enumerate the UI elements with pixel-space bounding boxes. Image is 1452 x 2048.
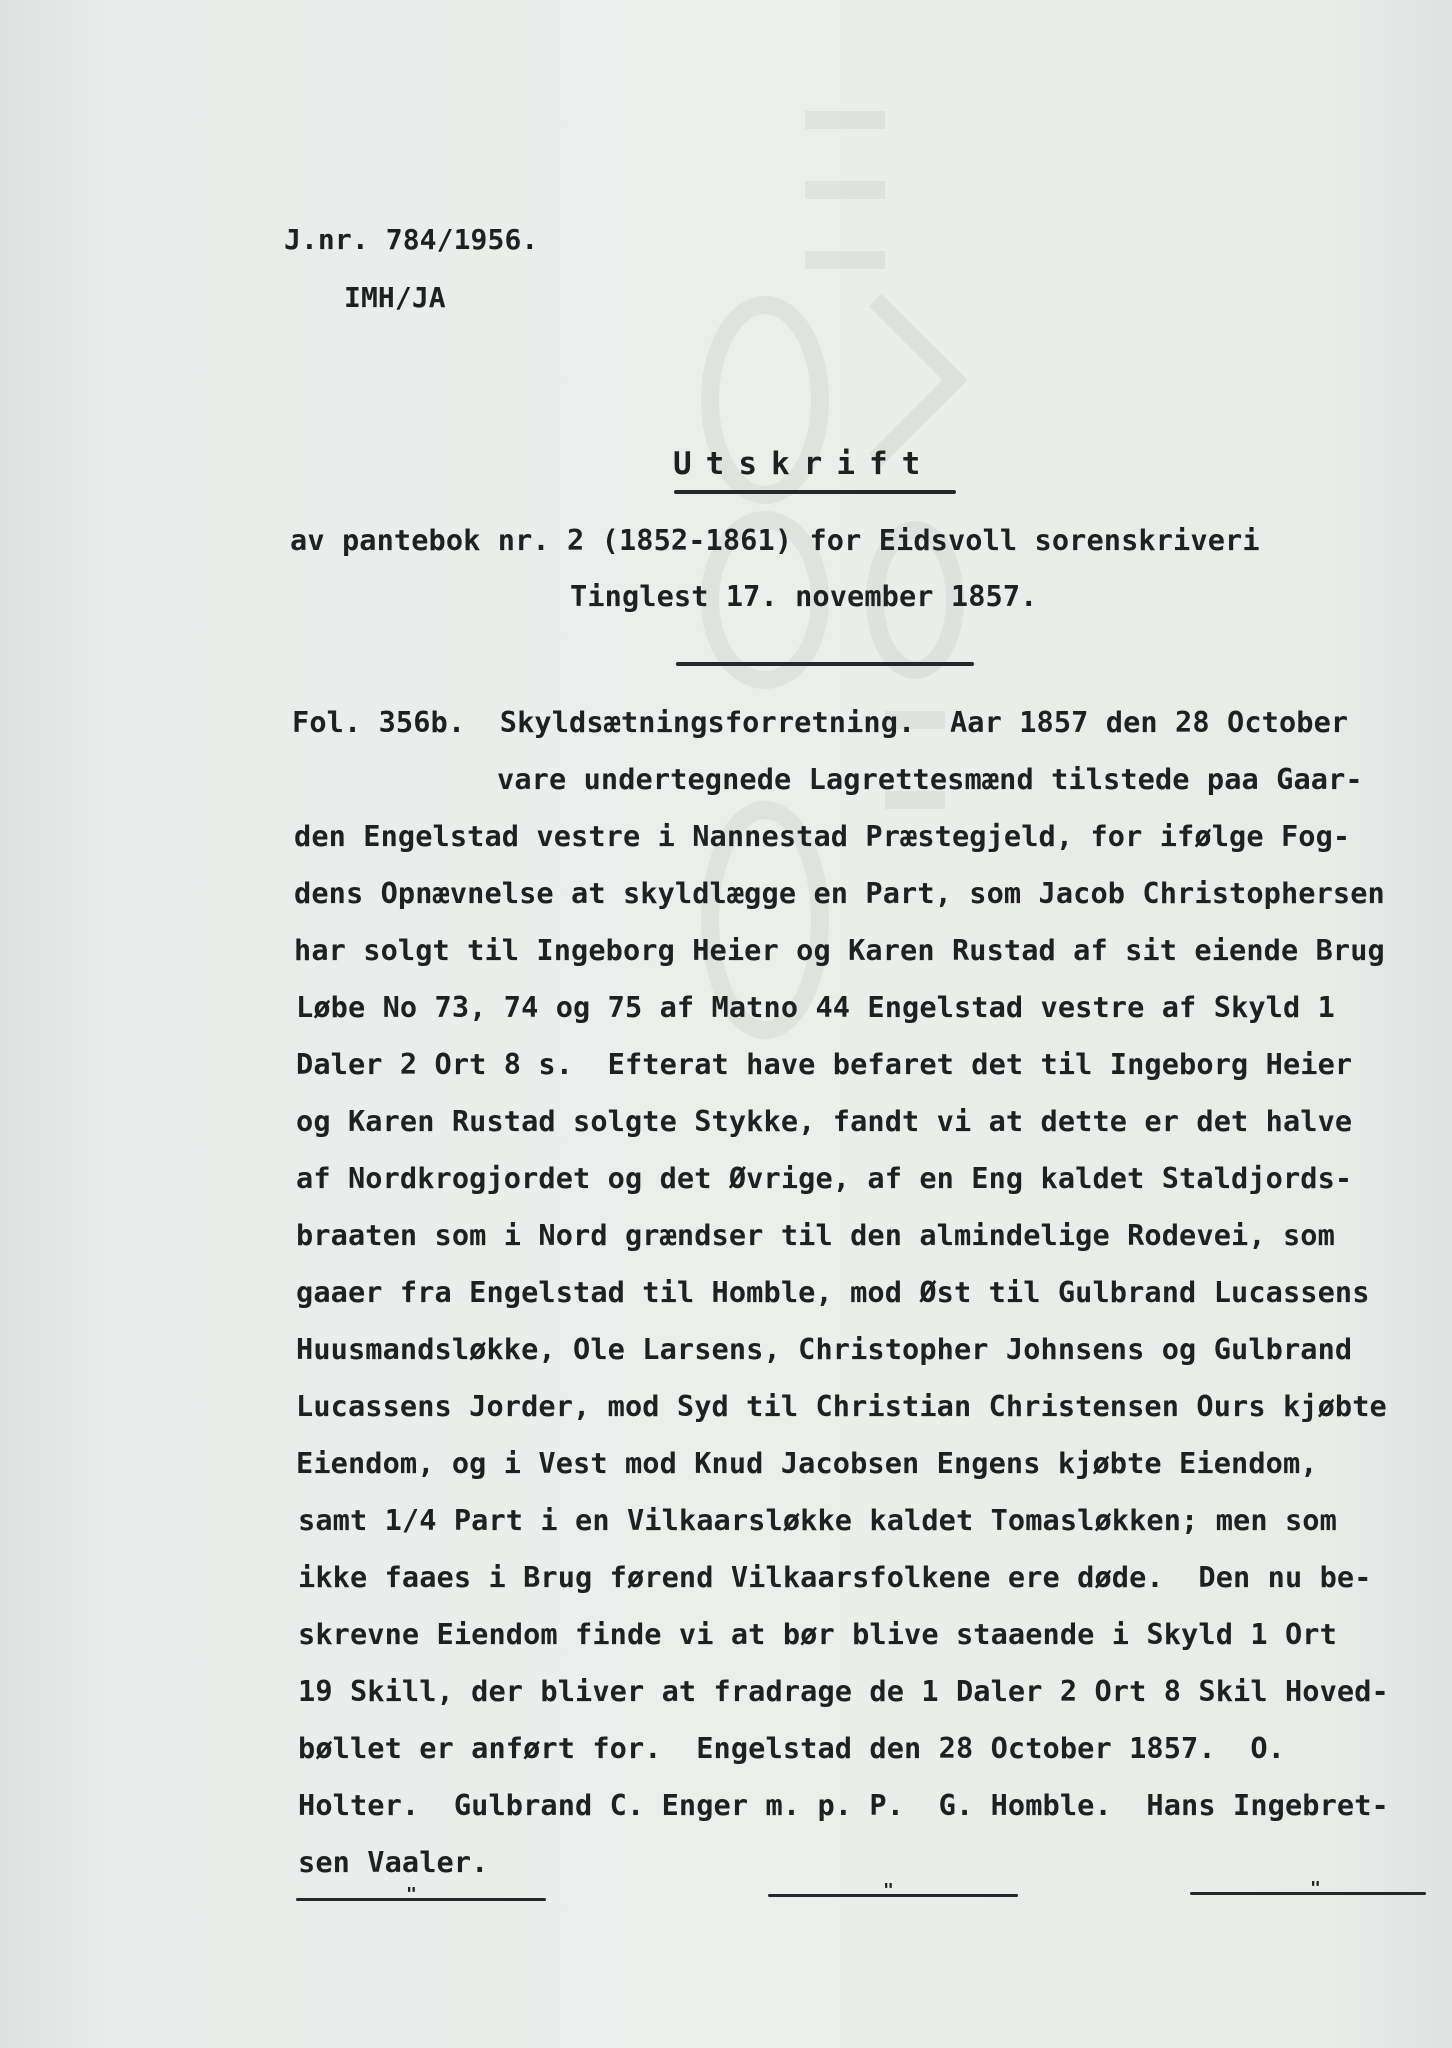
body-text-line: vare undertegnede Lagrettesmænd tilstede paa Gaar- — [497, 762, 1363, 796]
heading-separator-rule — [676, 662, 974, 666]
body-text-line: dens Opnævnelse at skyldlægge en Part, som Jacob Christophersen — [294, 876, 1385, 910]
body-text-line: 19 Skill, der bliver at fradrage de 1 Daler 2 Ort 8 Skil Hoved- — [298, 1674, 1389, 1708]
ditto-mark: " — [1310, 1878, 1321, 1899]
body-text-line: Huusmandsløkke, Ole Larsens, Christopher Johnsens og Gulbrand — [296, 1332, 1353, 1366]
body-text-line: af Nordkrogjordet og det Øvrige, af en Eng kaldet Staldjords- — [296, 1161, 1353, 1195]
ditto-mark: " — [883, 1880, 894, 1901]
body-text-line: braaten som i Nord grændser til den almindelige Rodevei, som — [296, 1218, 1335, 1252]
body-text-line: og Karen Rustad solgte Stykke, fandt vi at dette er det halve — [296, 1104, 1353, 1138]
body-text-line: Daler 2 Ort 8 s. Efterat have befaret det til Ingeborg Heier — [296, 1047, 1353, 1081]
body-text-line: samt 1/4 Part i en Vilkaarsløkke kaldet Tomasløkken; men som — [298, 1503, 1337, 1537]
reference-number: J.nr. 784/1956. — [284, 223, 539, 256]
body-text-line: Holter. Gulbrand C. Enger m. p. P. G. Homble. Hans Ingebret- — [298, 1788, 1389, 1822]
body-text-line: Eiendom, og i Vest mod Knud Jacobsen Engens kjøbte Eiendom, — [296, 1446, 1318, 1480]
document-subtitle: av pantebok nr. 2 (1852-1861) for Eidsvoll sorenskriveri — [290, 523, 1260, 557]
title-underline — [674, 490, 956, 494]
body-text-line: har solgt til Ingeborg Heier og Karen Rustad af sit eiende Brug — [294, 933, 1385, 967]
ditto-mark: " — [406, 1884, 417, 1905]
body-text-line: bøllet er anført for. Engelstad den 28 October 1857. O. — [298, 1731, 1285, 1765]
closing-rule-left — [296, 1898, 546, 1901]
registration-date: Tinglest 17. november 1857. — [570, 579, 1038, 613]
body-text-line: den Engelstad vestre i Nannestad Præstegjeld, for ifølge Fog- — [294, 819, 1351, 853]
typist-initials: IMH/JA — [344, 281, 446, 314]
body-text-line: Lucassens Jorder, mod Syd til Christian Christensen Ours kjøbte — [296, 1389, 1387, 1423]
body-text-line: Løbe No 73, 74 og 75 af Matno 44 Engelstad vestre af Skyld 1 — [296, 990, 1335, 1024]
body-text-line: sen Vaaler. — [298, 1845, 489, 1879]
body-text-line: skrevne Eiendom finde vi at bør blive staaende i Skyld 1 Ort — [298, 1617, 1337, 1651]
document-title: Utskrift — [673, 446, 935, 482]
body-text-line: Fol. 356b. Skyldsætningsforretning. Aar 1857 den 28 October — [292, 705, 1349, 739]
body-text-line: gaaer fra Engelstad til Homble, mod Øst til Gulbrand Lucassens — [296, 1275, 1370, 1309]
body-text-line: ikke faaes i Brug førend Vilkaarsfolkene ere døde. Den nu be- — [298, 1560, 1372, 1594]
closing-rule-right — [1190, 1892, 1426, 1895]
